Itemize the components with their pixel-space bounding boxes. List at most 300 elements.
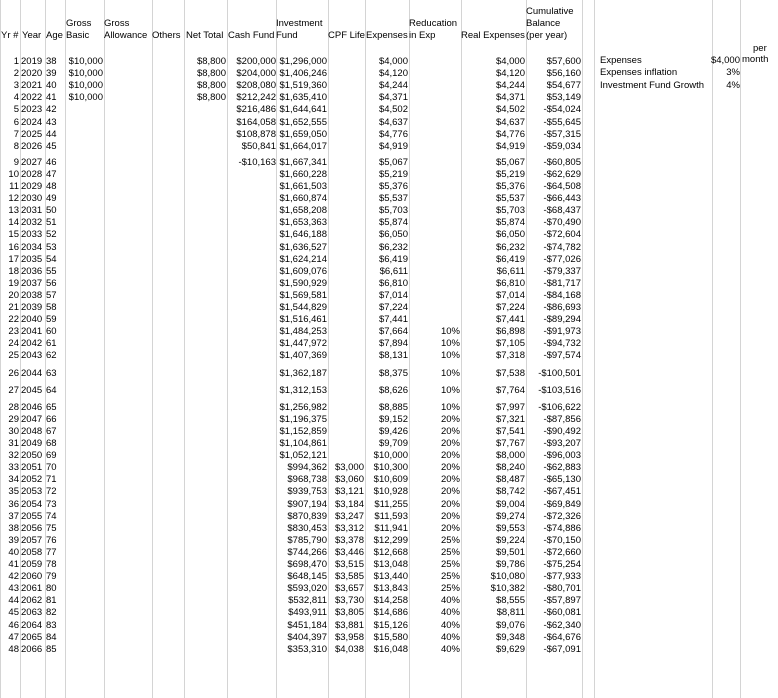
cell-age[interactable]: 42 [46, 104, 57, 116]
cell-cpf-life[interactable]: $3,881 [334, 619, 364, 631]
header-gross-allowance-2[interactable]: Allowance [104, 30, 148, 41]
cell-yr[interactable]: 1 [13, 56, 19, 67]
cell-cpf-life[interactable]: $3,060 [334, 474, 364, 486]
cell-investment-fund[interactable]: $830,453 [287, 522, 327, 534]
cell-age[interactable]: 72 [46, 486, 57, 498]
cell-expenses[interactable]: $11,255 [374, 498, 408, 510]
cell-age[interactable]: 69 [46, 450, 57, 462]
cell-net-total[interactable]: $8,800 [196, 68, 226, 80]
cell-investment-fund[interactable]: $593,020 [287, 583, 327, 595]
cell-cumulative[interactable]: -$60,081 [543, 607, 581, 619]
header-age[interactable]: Age [46, 30, 63, 41]
cell-yr[interactable]: 42 [8, 571, 19, 583]
cell-reduction[interactable]: 10% [440, 326, 460, 338]
cell-cumulative[interactable]: -$66,443 [543, 193, 581, 205]
cell-yr[interactable]: 16 [8, 241, 19, 253]
cell-age[interactable]: 60 [46, 326, 57, 338]
cell-yr[interactable]: 25 [8, 350, 19, 362]
cell-yr[interactable]: 45 [8, 607, 19, 619]
cell-investment-fund[interactable]: $1,664,017 [279, 140, 327, 152]
header-real-expenses[interactable]: Real Expenses [461, 30, 525, 41]
cell-cumulative[interactable]: -$70,490 [543, 217, 581, 229]
cell-year[interactable]: 2033 [21, 229, 43, 241]
cell-expenses[interactable]: $15,126 [373, 619, 408, 631]
cell-cumulative[interactable]: -$86,693 [543, 302, 581, 313]
cell-cumulative[interactable]: -$81,717 [543, 277, 581, 289]
cell-yr[interactable]: 34 [8, 474, 19, 486]
cell-year[interactable]: 2042 [21, 338, 43, 350]
cell-investment-fund[interactable]: $907,194 [287, 498, 327, 510]
cell-age[interactable]: 43 [46, 116, 57, 128]
param-expenses-value[interactable]: $4,000 [710, 55, 740, 66]
cell-real-expenses[interactable]: $8,742 [495, 486, 525, 498]
cell-age[interactable]: 56 [46, 277, 57, 289]
cell-reduction[interactable]: 40% [440, 619, 460, 631]
cell-cumulative[interactable]: -$65,130 [543, 474, 581, 486]
cell-real-expenses[interactable]: $4,371 [495, 92, 525, 104]
cell-cumulative[interactable]: -$72,660 [543, 546, 581, 558]
cell-reduction[interactable]: 20% [440, 450, 460, 462]
cell-investment-fund[interactable]: $648,145 [287, 571, 327, 583]
cell-age[interactable]: 50 [46, 205, 57, 217]
cell-expenses[interactable]: $8,626 [378, 384, 408, 396]
cell-reduction[interactable]: 25% [440, 559, 460, 570]
cell-yr[interactable]: 44 [8, 595, 19, 607]
cell-real-expenses[interactable]: $9,553 [495, 522, 525, 534]
cell-year[interactable]: 2057 [21, 534, 43, 546]
cell-investment-fund[interactable]: $1,406,246 [279, 68, 327, 80]
cell-cumulative[interactable]: -$72,326 [543, 510, 581, 522]
cell-year[interactable]: 2041 [21, 326, 43, 338]
cell-reduction[interactable]: 10% [440, 338, 460, 350]
cell-reduction[interactable]: 10% [440, 367, 460, 379]
cell-year[interactable]: 2023 [21, 104, 43, 116]
cell-investment-fund[interactable]: $1,569,581 [279, 289, 327, 301]
cell-investment-fund[interactable]: $1,447,972 [279, 338, 327, 350]
cell-cumulative[interactable]: $53,149 [546, 92, 581, 104]
cell-real-expenses[interactable]: $9,224 [495, 534, 525, 546]
cell-expenses[interactable]: $4,637 [378, 116, 408, 128]
cell-investment-fund[interactable]: $1,104,861 [279, 438, 327, 449]
cell-reduction[interactable]: 25% [440, 534, 460, 546]
cell-reduction[interactable]: 20% [440, 462, 460, 474]
header-yr[interactable]: Yr # [1, 30, 19, 41]
cell-expenses[interactable]: $13,843 [373, 583, 408, 595]
cell-age[interactable]: 67 [46, 425, 57, 437]
cell-year[interactable]: 2031 [21, 205, 43, 217]
cell-investment-fund[interactable]: $939,753 [287, 486, 327, 498]
cell-investment-fund[interactable]: $1,362,187 [279, 367, 327, 379]
cell-investment-fund[interactable]: $1,052,121 [279, 450, 327, 462]
cell-cumulative[interactable]: -$94,732 [543, 338, 581, 350]
cell-investment-fund[interactable]: $1,609,076 [279, 265, 327, 277]
cell-cumulative[interactable]: -$100,501 [538, 367, 581, 379]
cell-expenses[interactable]: $4,120 [378, 68, 408, 80]
cell-reduction[interactable]: 25% [440, 571, 460, 583]
cell-investment-fund[interactable]: $1,636,527 [279, 241, 327, 253]
cell-investment-fund[interactable]: $1,667,341 [279, 156, 327, 168]
cell-real-expenses[interactable]: $5,376 [495, 181, 525, 192]
cell-year[interactable]: 2036 [21, 265, 43, 277]
cell-yr[interactable]: 30 [8, 425, 19, 437]
cell-investment-fund[interactable]: $1,590,929 [279, 277, 327, 289]
cell-cpf-life[interactable]: $3,515 [334, 559, 364, 570]
cell-age[interactable]: 70 [46, 462, 57, 474]
cell-expenses[interactable]: $5,219 [378, 168, 408, 180]
cell-real-expenses[interactable]: $4,637 [495, 116, 525, 128]
cell-real-expenses[interactable]: $7,105 [495, 338, 525, 350]
cell-age[interactable]: 49 [46, 193, 57, 205]
cell-cumulative[interactable]: -$68,437 [543, 205, 581, 217]
cell-cash-fund[interactable]: $216,486 [236, 104, 276, 116]
cell-age[interactable]: 53 [46, 241, 57, 253]
cell-investment-fund[interactable]: $1,296,000 [279, 56, 327, 67]
cell-cumulative[interactable]: -$62,629 [543, 168, 581, 180]
cell-yr[interactable]: 12 [8, 193, 19, 205]
header-others[interactable]: Others [152, 30, 181, 41]
header-reduction-1[interactable]: Reducation [409, 18, 458, 29]
cell-expenses[interactable]: $8,131 [378, 350, 408, 362]
cell-yr[interactable]: 20 [8, 289, 19, 301]
cell-real-expenses[interactable]: $5,537 [495, 193, 525, 205]
cell-yr[interactable]: 6 [13, 116, 19, 128]
cell-cpf-life[interactable]: $3,121 [334, 486, 364, 498]
cell-age[interactable]: 48 [46, 181, 57, 192]
cell-investment-fund[interactable]: $1,653,363 [279, 217, 327, 229]
cell-year[interactable]: 2024 [21, 116, 43, 128]
cell-year[interactable]: 2019 [21, 56, 43, 67]
cell-age[interactable]: 58 [46, 302, 57, 313]
cell-year[interactable]: 2061 [21, 583, 43, 595]
cell-expenses[interactable]: $10,000 [373, 450, 408, 462]
cell-real-expenses[interactable]: $7,224 [495, 302, 525, 313]
cell-year[interactable]: 2048 [21, 425, 43, 437]
cell-yr[interactable]: 38 [8, 522, 19, 534]
cell-cumulative[interactable]: -$72,604 [543, 229, 581, 241]
cell-yr[interactable]: 31 [8, 438, 19, 449]
cell-year[interactable]: 2064 [21, 619, 43, 631]
cell-real-expenses[interactable]: $8,487 [495, 474, 525, 486]
cell-cumulative[interactable]: -$80,701 [543, 583, 581, 595]
cell-real-expenses[interactable]: $9,629 [495, 643, 525, 655]
cell-expenses[interactable]: $6,810 [378, 277, 408, 289]
cell-expenses[interactable]: $14,258 [373, 595, 408, 607]
cell-yr[interactable]: 26 [8, 367, 19, 379]
header-year[interactable]: Year [22, 30, 42, 41]
cell-cpf-life[interactable]: $3,657 [334, 583, 364, 595]
cell-age[interactable]: 39 [46, 68, 57, 80]
per-label-1[interactable]: per [753, 43, 767, 54]
cell-age[interactable]: 46 [46, 156, 57, 168]
cell-yr[interactable]: 8 [13, 140, 19, 152]
cell-expenses[interactable]: $4,776 [378, 128, 408, 140]
cell-expenses[interactable]: $7,014 [378, 289, 408, 301]
cell-cpf-life[interactable]: $4,038 [334, 643, 364, 655]
cell-investment-fund[interactable]: $1,635,410 [279, 92, 327, 104]
cell-age[interactable]: 68 [46, 438, 57, 449]
cell-investment-fund[interactable]: $1,652,555 [279, 116, 327, 128]
cell-cumulative[interactable]: -$89,294 [543, 314, 581, 326]
cell-real-expenses[interactable]: $5,703 [495, 205, 525, 217]
cell-real-expenses[interactable]: $7,014 [495, 289, 525, 301]
cell-reduction[interactable]: 25% [440, 546, 460, 558]
cell-cash-fund[interactable]: $200,000 [236, 56, 276, 67]
param-growth-label[interactable]: Investment Fund Growth [600, 80, 705, 91]
param-inflation-label[interactable]: Expenses inflation [600, 67, 678, 78]
cell-real-expenses[interactable]: $4,502 [495, 104, 525, 116]
cell-real-expenses[interactable]: $9,274 [495, 510, 525, 522]
cell-year[interactable]: 2028 [21, 168, 43, 180]
cell-expenses[interactable]: $5,067 [378, 156, 408, 168]
cell-expenses[interactable]: $10,300 [373, 462, 408, 474]
cell-reduction[interactable]: 10% [440, 350, 460, 362]
cell-net-total[interactable]: $8,800 [196, 56, 226, 67]
cell-expenses[interactable]: $4,371 [378, 92, 408, 104]
cell-year[interactable]: 2065 [21, 631, 43, 643]
cell-yr[interactable]: 46 [8, 619, 19, 631]
cell-real-expenses[interactable]: $7,318 [495, 350, 525, 362]
cell-cumulative[interactable]: -$84,168 [543, 289, 581, 301]
cell-real-expenses[interactable]: $4,120 [495, 68, 525, 80]
cell-reduction[interactable]: 10% [440, 384, 460, 396]
cell-investment-fund[interactable]: $1,516,461 [279, 314, 327, 326]
cell-expenses[interactable]: $7,664 [378, 326, 408, 338]
cell-cumulative[interactable]: -$103,516 [538, 384, 581, 396]
cell-year[interactable]: 2046 [21, 401, 43, 413]
cell-real-expenses[interactable]: $5,874 [495, 217, 525, 229]
cell-expenses[interactable]: $13,440 [373, 571, 408, 583]
cell-expenses[interactable]: $4,919 [378, 140, 408, 152]
cell-real-expenses[interactable]: $4,776 [495, 128, 525, 140]
cell-expenses[interactable]: $6,611 [379, 265, 408, 277]
cell-age[interactable]: 80 [46, 583, 57, 595]
cell-net-total[interactable]: $8,800 [196, 80, 226, 92]
cell-yr[interactable]: 33 [8, 462, 19, 474]
cell-year[interactable]: 2032 [21, 217, 43, 229]
cell-expenses[interactable]: $4,000 [378, 56, 408, 67]
cell-yr[interactable]: 36 [8, 498, 19, 510]
cell-year[interactable]: 2021 [21, 80, 43, 92]
cell-gross-basic[interactable]: $10,000 [68, 80, 103, 92]
cell-year[interactable]: 2029 [21, 181, 43, 192]
cell-expenses[interactable]: $16,048 [373, 643, 408, 655]
cell-reduction[interactable]: 25% [440, 583, 460, 595]
cell-expenses[interactable]: $15,580 [373, 631, 408, 643]
cell-year[interactable]: 2035 [21, 253, 43, 265]
cell-cumulative[interactable]: $54,677 [546, 80, 581, 92]
cell-cumulative[interactable]: -$69,849 [543, 498, 581, 510]
cell-investment-fund[interactable]: $1,660,874 [279, 193, 327, 205]
cell-expenses[interactable]: $9,709 [378, 438, 408, 449]
cell-expenses[interactable]: $7,441 [378, 314, 408, 326]
cell-expenses[interactable]: $5,703 [378, 205, 408, 217]
cell-yr[interactable]: 14 [8, 217, 19, 229]
cell-real-expenses[interactable]: $7,764 [495, 384, 525, 396]
cell-reduction[interactable]: 20% [440, 486, 460, 498]
cell-age[interactable]: 79 [46, 571, 57, 583]
cell-age[interactable]: 52 [46, 229, 57, 241]
cell-cpf-life[interactable]: $3,958 [334, 631, 364, 643]
cell-age[interactable]: 44 [46, 128, 57, 140]
cell-gross-basic[interactable]: $10,000 [68, 56, 103, 67]
cell-investment-fund[interactable]: $1,624,214 [279, 253, 327, 265]
cell-cumulative[interactable]: -$91,973 [543, 326, 581, 338]
header-gross-basic-2[interactable]: Basic [66, 30, 90, 41]
cell-year[interactable]: 2034 [21, 241, 43, 253]
cell-investment-fund[interactable]: $1,644,641 [279, 104, 327, 116]
cell-cumulative[interactable]: -$74,782 [543, 241, 581, 253]
cell-cumulative[interactable]: -$67,451 [543, 486, 581, 498]
cell-expenses[interactable]: $5,874 [378, 217, 408, 229]
cell-cumulative[interactable]: -$59,034 [543, 140, 581, 152]
cell-yr[interactable]: 18 [8, 265, 19, 277]
param-growth-value[interactable]: 4% [726, 80, 740, 91]
cell-year[interactable]: 2053 [21, 486, 43, 498]
cell-yr[interactable]: 37 [8, 510, 19, 522]
cell-real-expenses[interactable]: $9,004 [495, 498, 525, 510]
cell-cpf-life[interactable]: $3,730 [334, 595, 364, 607]
cell-reduction[interactable]: 40% [440, 631, 460, 643]
cell-expenses[interactable]: $4,244 [378, 80, 408, 92]
cell-yr[interactable]: 32 [8, 450, 19, 462]
cell-cpf-life[interactable]: $3,446 [334, 546, 364, 558]
cell-cash-fund[interactable]: -$10,163 [238, 156, 276, 168]
cell-reduction[interactable]: 40% [440, 643, 460, 655]
cell-investment-fund[interactable]: $785,790 [287, 534, 327, 546]
cell-reduction[interactable]: 20% [440, 474, 460, 486]
cell-cumulative[interactable]: -$74,886 [543, 522, 581, 534]
header-net-total[interactable]: Net Total [186, 30, 224, 41]
cell-year[interactable]: 2026 [21, 140, 43, 152]
cell-age[interactable]: 73 [46, 498, 57, 510]
cell-expenses[interactable]: $7,894 [378, 338, 408, 350]
cell-real-expenses[interactable]: $8,000 [495, 450, 525, 462]
cell-investment-fund[interactable]: $1,658,208 [279, 205, 327, 217]
cell-real-expenses[interactable]: $7,441 [495, 314, 525, 326]
cell-cumulative[interactable]: -$87,856 [543, 413, 581, 425]
header-expenses[interactable]: Expenses [366, 30, 408, 41]
cell-expenses[interactable]: $9,426 [378, 425, 408, 437]
cell-real-expenses[interactable]: $8,811 [496, 607, 525, 619]
cell-year[interactable]: 2025 [21, 128, 43, 140]
cell-real-expenses[interactable]: $6,419 [495, 253, 525, 265]
cell-age[interactable]: 40 [46, 80, 57, 92]
cell-year[interactable]: 2022 [21, 92, 43, 104]
cell-age[interactable]: 61 [46, 338, 57, 350]
cell-year[interactable]: 2044 [21, 367, 43, 379]
cell-expenses[interactable]: $6,419 [378, 253, 408, 265]
cell-investment-fund[interactable]: $532,811 [288, 595, 327, 607]
cell-cash-fund[interactable]: $50,841 [241, 140, 276, 152]
cell-age[interactable]: 85 [46, 643, 57, 655]
cell-real-expenses[interactable]: $7,997 [495, 401, 525, 413]
header-cumulative-1[interactable]: Cumulative [526, 6, 574, 17]
cell-reduction[interactable]: 20% [440, 498, 460, 510]
cell-real-expenses[interactable]: $5,067 [495, 156, 525, 168]
cell-cpf-life[interactable]: $3,000 [334, 462, 364, 474]
cell-investment-fund[interactable]: $1,659,050 [279, 128, 327, 140]
cell-real-expenses[interactable]: $6,611 [496, 265, 525, 277]
cell-reduction[interactable]: 20% [440, 522, 460, 534]
cell-net-total[interactable]: $8,800 [196, 92, 226, 104]
cell-real-expenses[interactable]: $9,348 [495, 631, 525, 643]
cell-year[interactable]: 2045 [21, 384, 43, 396]
cell-yr[interactable]: 27 [8, 384, 19, 396]
cell-age[interactable]: 82 [46, 607, 57, 619]
cell-cumulative[interactable]: -$75,254 [543, 559, 581, 570]
cell-expenses[interactable]: $8,885 [378, 401, 408, 413]
cell-investment-fund[interactable]: $968,738 [287, 474, 327, 486]
cell-year[interactable]: 2059 [21, 559, 43, 570]
cell-reduction[interactable]: 20% [440, 413, 460, 425]
cell-cumulative[interactable]: -$77,026 [543, 253, 581, 265]
cell-real-expenses[interactable]: $4,000 [495, 56, 525, 67]
cell-real-expenses[interactable]: $7,321 [495, 413, 525, 425]
cell-age[interactable]: 41 [46, 92, 57, 104]
cell-cumulative[interactable]: -$55,645 [543, 116, 581, 128]
cell-yr[interactable]: 40 [8, 546, 19, 558]
cell-year[interactable]: 2043 [21, 350, 43, 362]
cell-expenses[interactable]: $10,928 [373, 486, 408, 498]
cell-age[interactable]: 65 [46, 401, 57, 413]
cell-year[interactable]: 2020 [21, 68, 43, 80]
cell-cumulative[interactable]: $57,600 [546, 56, 581, 67]
cell-yr[interactable]: 4 [13, 92, 19, 104]
header-gross-allowance-1[interactable]: Gross [104, 18, 130, 29]
cell-yr[interactable]: 22 [8, 314, 19, 326]
cell-cpf-life[interactable]: $3,585 [334, 571, 364, 583]
cell-real-expenses[interactable]: $6,810 [495, 277, 525, 289]
cell-expenses[interactable]: $11,941 [374, 522, 408, 534]
cell-real-expenses[interactable]: $8,240 [495, 462, 525, 474]
cell-age[interactable]: 51 [46, 217, 57, 229]
cell-year[interactable]: 2047 [21, 413, 43, 425]
cell-investment-fund[interactable]: $698,470 [287, 559, 327, 570]
cell-cumulative[interactable]: -$54,024 [543, 104, 581, 116]
cell-yr[interactable]: 7 [13, 128, 19, 140]
cell-real-expenses[interactable]: $8,555 [495, 595, 525, 607]
cell-age[interactable]: 74 [46, 510, 57, 522]
cell-investment-fund[interactable]: $404,397 [287, 631, 327, 643]
cell-yr[interactable]: 47 [8, 631, 19, 643]
cell-yr[interactable]: 11 [9, 181, 19, 192]
cell-year[interactable]: 2049 [21, 438, 43, 449]
cell-expenses[interactable]: $14,686 [373, 607, 408, 619]
cell-age[interactable]: 45 [46, 140, 57, 152]
cell-yr[interactable]: 13 [8, 205, 19, 217]
header-cpf-life[interactable]: CPF Life [328, 30, 365, 41]
cell-cumulative[interactable]: -$57,315 [543, 128, 581, 140]
cell-investment-fund[interactable]: $1,544,829 [279, 302, 327, 313]
header-gross-basic-1[interactable]: Gross [66, 18, 92, 29]
cell-cumulative[interactable]: -$70,150 [543, 534, 581, 546]
cell-real-expenses[interactable]: $7,541 [495, 425, 525, 437]
cell-cumulative[interactable]: -$97,574 [543, 350, 581, 362]
cell-real-expenses[interactable]: $9,501 [495, 546, 525, 558]
cell-expenses[interactable]: $13,048 [373, 559, 408, 570]
cell-year[interactable]: 2027 [21, 156, 43, 168]
cell-expenses[interactable]: $5,537 [378, 193, 408, 205]
cell-yr[interactable]: 48 [8, 643, 19, 655]
cell-investment-fund[interactable]: $1,660,228 [279, 168, 327, 180]
cell-age[interactable]: 57 [46, 289, 57, 301]
cell-yr[interactable]: 24 [8, 338, 19, 350]
cell-age[interactable]: 62 [46, 350, 57, 362]
cell-expenses[interactable]: $8,375 [378, 367, 408, 379]
cell-reduction[interactable]: 20% [440, 438, 460, 449]
cell-cumulative[interactable]: $56,160 [546, 68, 581, 80]
cell-expenses[interactable]: $5,376 [378, 181, 408, 192]
